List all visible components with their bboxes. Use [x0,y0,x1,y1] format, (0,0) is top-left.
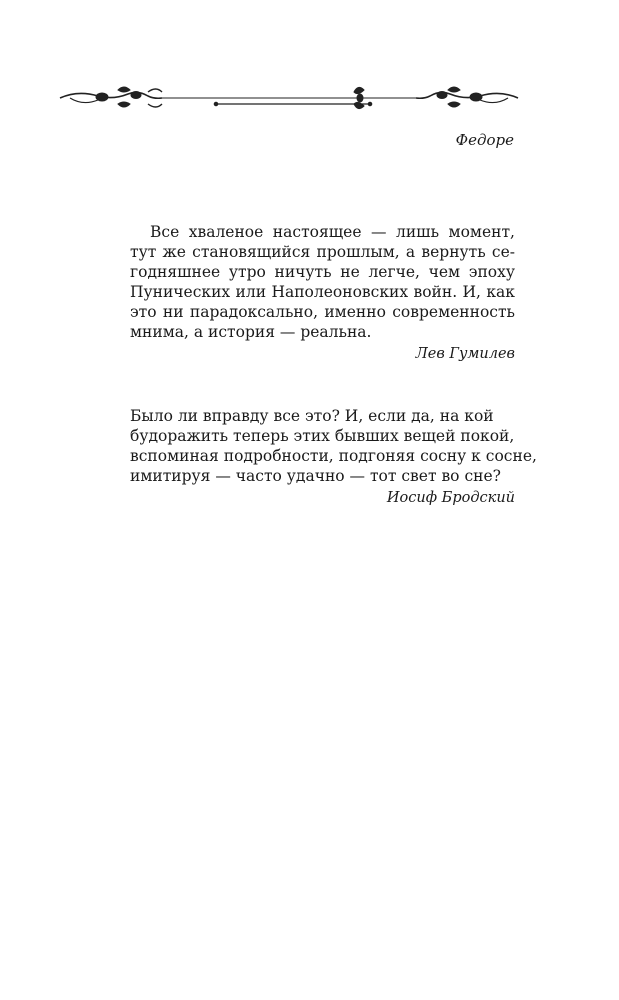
epigraph-author: Иосиф Бродский [386,490,515,506]
epigraph-brodsky [130,406,537,508]
poem-line: вспоминая подробности, подгоняя сосну к сосне, [130,447,537,465]
epigraph-line: мнима, а история — реальна. [130,323,372,341]
poem-line: имитируя — часто удачно — тот свет во сне? [130,467,501,485]
poem-line: Было ли вправду все это? И, если да, на кой [130,407,494,425]
dedication: Федоре [455,131,514,149]
epigraph-line: годняшнее утро ничуть не легче, чем эпоху [130,263,515,281]
left-flourish-icon [60,87,218,107]
poem-line: будоражить теперь этих бывших вещей покой, [130,427,515,445]
epigraph-line: Пунических или Наполеоновских войн. И, как [130,283,515,301]
epigraph-line: Все хваленое настоящее — лишь момент, [150,223,515,241]
decorative-ornament [58,82,520,112]
epigraph-gumilev [130,222,515,364]
epigraph-author: Лев Гумилев [415,346,515,362]
epigraph-line: тут же становящийся прошлым, а вернуть се- [130,243,515,261]
epigraph-line: это ни парадоксально, именно современность [130,303,515,321]
